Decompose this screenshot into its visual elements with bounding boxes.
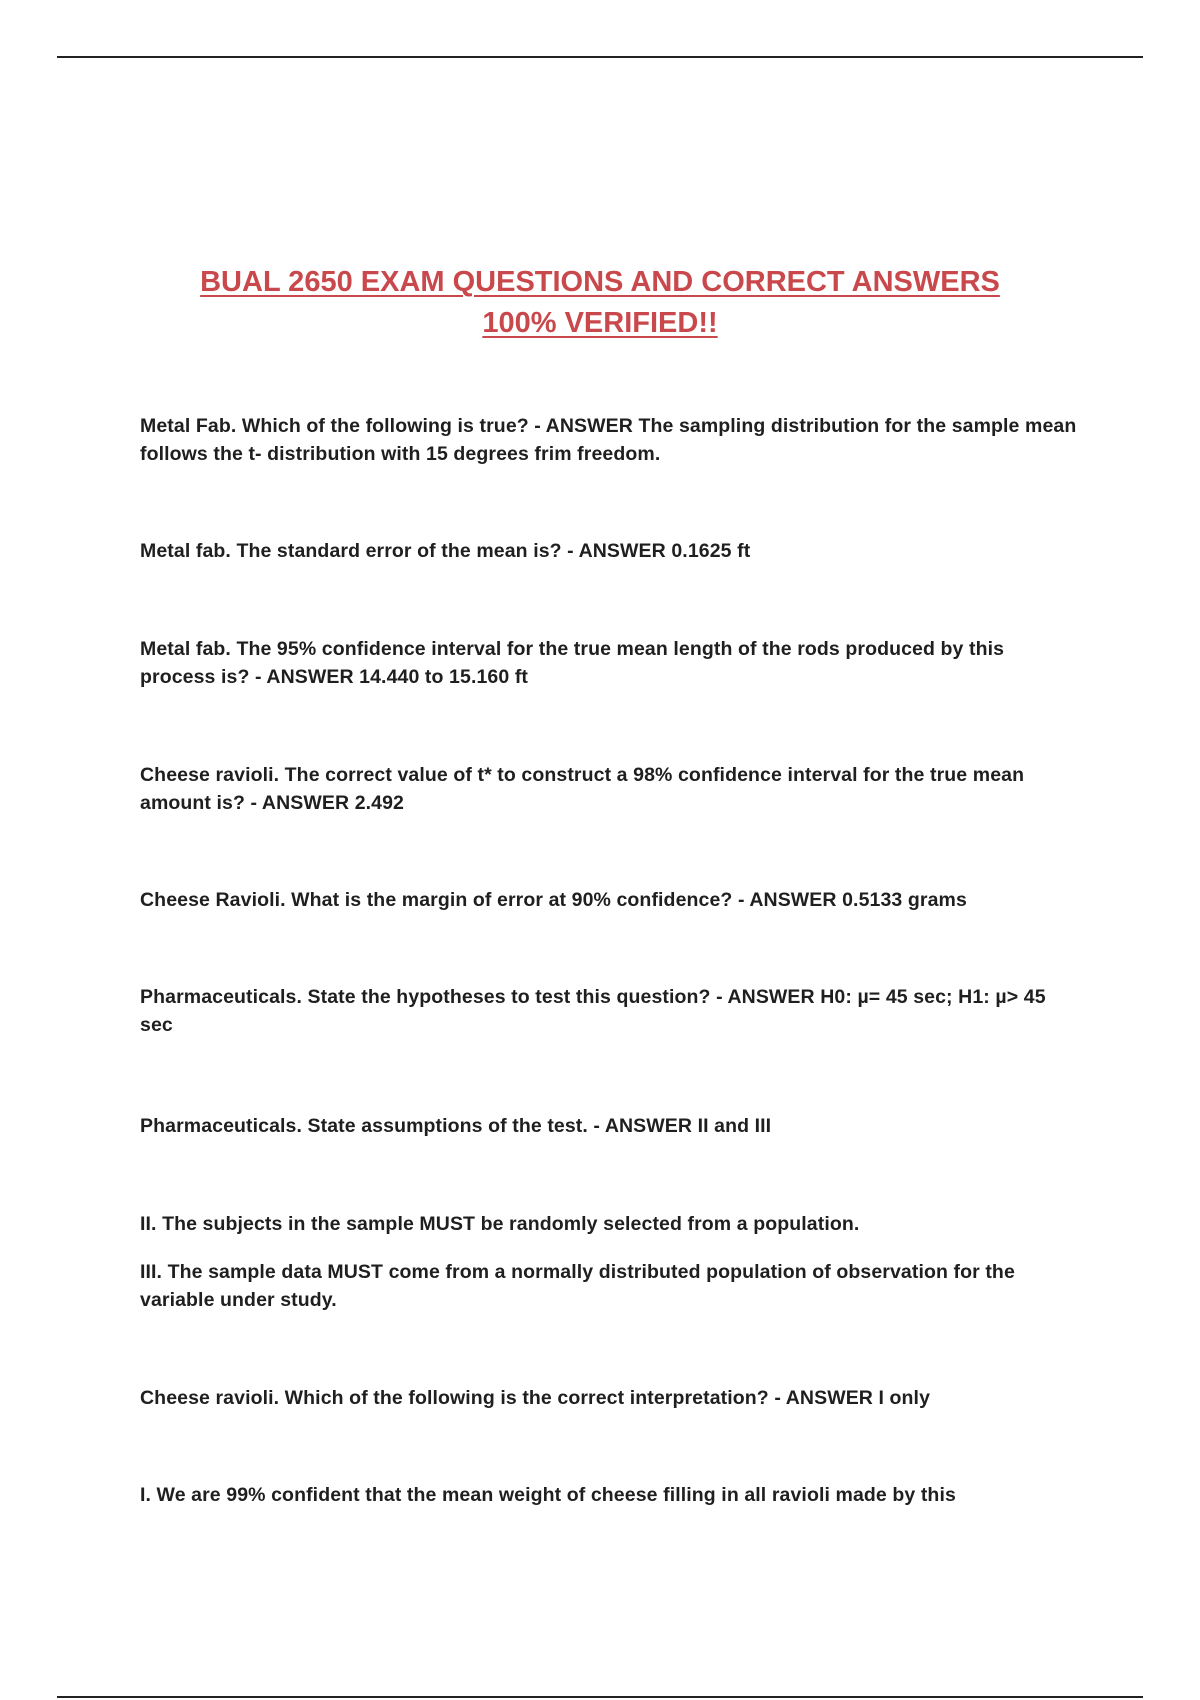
page-title [0, 262, 1200, 344]
qa-ravioli-t-value: Cheese ravioli. The correct value of t* to construct a 98% confidence interval for the true mean amount is? - ANSWER 2.492 [140, 764, 1025, 814]
assumption-iii: III. The sample data MUST come from a normally distributed population of observation for the variable under study. [140, 1261, 1015, 1311]
top-rule [57, 56, 1143, 58]
interpretation-i: I. We are 99% confident that the mean weight of cheese filling in all ravioli made by this [140, 1484, 956, 1506]
qa-metal-fab-true: Metal Fab. Which of the following is true? - ANSWER The sampling distribution for the sample mean follows the t- distribution with 15 degrees frim freedom. [140, 415, 1077, 465]
qa-ravioli-margin-of-error: Cheese Ravioli. What is the margin of error at 90% confidence? - ANSWER 0.5133 grams [140, 889, 967, 911]
qa-ravioli-interpretation: Cheese ravioli. Which of the following is the correct interpretation? - ANSWER I only [140, 1387, 931, 1409]
title-line-1: BUAL 2650 EXAM QUESTIONS AND CORRECT ANSWERS [200, 266, 1000, 298]
qa-pharma-hypotheses: Pharmaceuticals. State the hypotheses to test this question? - ANSWER H0: µ= 45 sec; H1: µ> 45 sec [140, 986, 1046, 1036]
title-line-2: 100% VERIFIED!! [482, 307, 718, 339]
qa-metal-fab-confidence-interval: Metal fab. The 95% confidence interval for the true mean length of the rods produced by this process is? - ANSWER 14.440 to 15.160 ft [140, 638, 1005, 688]
qa-pharma-assumptions: Pharmaceuticals. State assumptions of the test. - ANSWER II and III [140, 1115, 772, 1137]
bottom-rule [57, 1696, 1143, 1698]
qa-metal-fab-standard-error: Metal fab. The standard error of the mean is? - ANSWER 0.1625 ft [140, 540, 751, 562]
assumption-ii: II. The subjects in the sample MUST be randomly selected from a population. [140, 1213, 860, 1235]
